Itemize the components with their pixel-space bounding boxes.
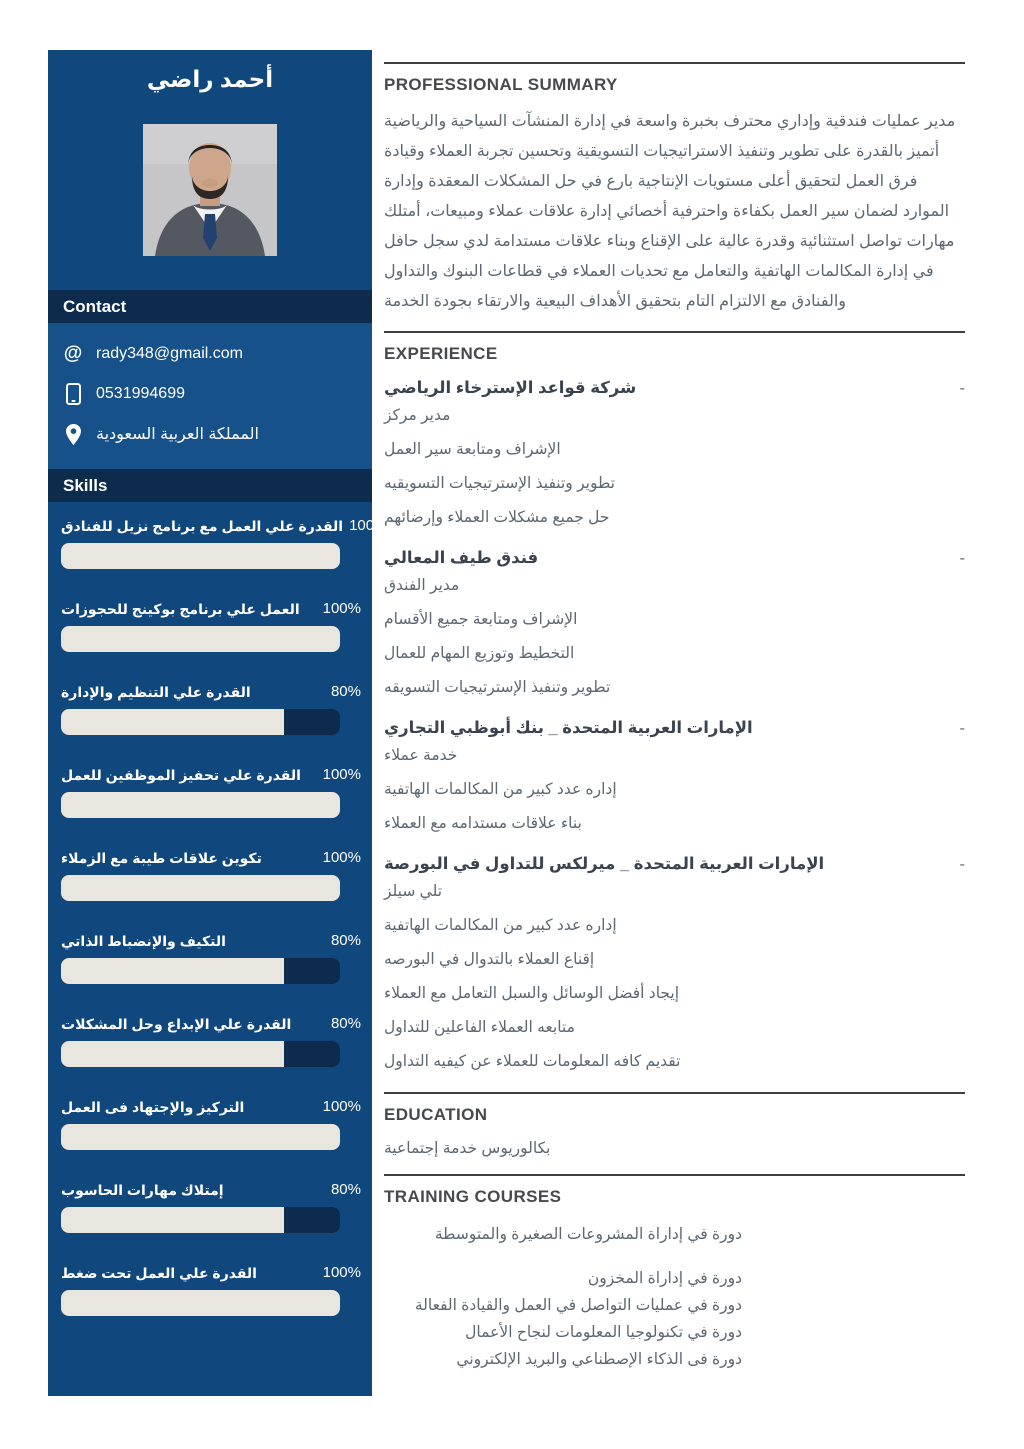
skill-progress-fill bbox=[61, 543, 340, 569]
skill-label: القدرة علي التنظيم والإدارة bbox=[61, 684, 251, 700]
entry-dash: - bbox=[959, 856, 965, 873]
skill-progress-fill bbox=[61, 626, 340, 652]
training-heading: TRAINING COURSES bbox=[384, 1187, 562, 1206]
company-name: الإمارات العربية المتحدة _ ميرلكس للتداول في البورصة bbox=[384, 855, 825, 873]
skill-percent: 80% bbox=[330, 932, 361, 949]
education-heading: EDUCATION bbox=[384, 1105, 488, 1124]
job-title: مدير الفندق bbox=[384, 577, 460, 594]
experience-point: بناء علاقات مستدامه مع العملاء bbox=[384, 815, 582, 832]
skill-progress-fill bbox=[61, 1041, 284, 1067]
skill-progress-bar bbox=[61, 1207, 340, 1233]
experience-entry bbox=[384, 378, 965, 528]
sidebar bbox=[48, 50, 388, 1396]
skill-percent: 100% bbox=[349, 517, 388, 534]
job-title: مدير مركز bbox=[384, 407, 451, 424]
company-name: الإمارات العربية المتحدة _ بنك أبوظبي التجاري bbox=[384, 719, 753, 737]
experience-entry bbox=[384, 718, 965, 834]
skill-percent: 100% bbox=[322, 1098, 361, 1115]
skill-percent: 80% bbox=[330, 1015, 361, 1032]
training-item: دورة في إداراة المخزون bbox=[587, 1270, 742, 1287]
skill-progress-fill bbox=[61, 1207, 284, 1233]
experience-entry bbox=[384, 854, 965, 1072]
section-divider bbox=[384, 331, 965, 333]
profile-photo bbox=[143, 124, 277, 256]
skill-label: العمل علي برنامج بوكينج للحجوزات bbox=[61, 601, 300, 617]
skill-percent: 100% bbox=[322, 766, 361, 783]
training-item: دورة فى الذكاء الإصطناعي والبريد الإلكتروني bbox=[456, 1351, 742, 1368]
skill-label: القدرة علي الإبداع وحل المشكلات bbox=[61, 1016, 292, 1032]
contact-section bbox=[48, 323, 372, 469]
skill-progress-fill bbox=[61, 875, 340, 901]
contact-email-row bbox=[48, 334, 372, 374]
contact-section-header: Contact bbox=[48, 290, 372, 323]
experience-point: تطوير وتنفيذ الإسترتيجيات التسويقه bbox=[384, 679, 611, 696]
experience-point: تطوير وتنفيذ الإسترتيجيات التسويقيه bbox=[384, 475, 615, 492]
skill-progress-fill bbox=[61, 1124, 340, 1150]
company-name: فندق طيف المعالي bbox=[384, 549, 539, 567]
skill-progress-bar bbox=[61, 1124, 340, 1150]
contact-phone-row bbox=[48, 374, 372, 414]
skill-label: القدرة علي العمل تحت ضغط bbox=[61, 1265, 257, 1281]
summary-text: مدير عمليات فندقية وإداري محترف بخبرة واسعة في إدارة المنشآت السياحية والرياضية أتميز بالقدرة على تطوير وتنفيذ الاستراتيجيات التسويقية وتحسين تجربة العملاء وقيادة فرق العمل لتحقيق أعلى مستويات الإنتاجية بارع في حل المشكلات المعقدة وإدارة الموارد لضمان سير العمل بكفاءة واحترفية أخصائي إدارة علاقات عملاء ومبيعات، أمتلك مهارات تواصل استثنائية وقدرة عالية على الإقناع وبناء علاقات مستدامة لدي سجل حافل في إدارة المكالمات الهاتفية والتعامل مع تحديات العملاء في قطاعات البنوك والتداول والفنادق مع الالتزام التام بتحقيق الأهداف البيعية والارتقاء بجودة الخدمة bbox=[384, 113, 956, 310]
education-degree: بكالوريوس خدمة إجتماعية bbox=[384, 1140, 551, 1157]
experience-point: الإشراف ومتابعة جميع الأقسام bbox=[384, 611, 578, 628]
skill-item bbox=[61, 765, 361, 818]
phone-icon bbox=[63, 383, 83, 405]
skill-progress-bar bbox=[61, 1290, 340, 1316]
location-pin-icon bbox=[63, 423, 83, 445]
experience-point: إيجاد أفضل الوسائل والسبل التعامل مع العملاء bbox=[384, 985, 680, 1002]
experience-point: التخطيط وتوزيع المهام للعمال bbox=[384, 645, 575, 662]
job-title: تلي سيلز bbox=[384, 883, 443, 900]
experience-point: حل جميع مشكلات العملاء وإرضائهم bbox=[384, 509, 610, 526]
skill-progress-bar bbox=[61, 875, 340, 901]
training-list bbox=[384, 1221, 742, 1373]
company-name: شركة قواعد الإسترخاء الرياضي bbox=[384, 379, 637, 397]
email-at-icon: @ bbox=[63, 343, 83, 364]
skill-label: القدرة علي تحفيز الموظفين للعمل bbox=[61, 767, 301, 783]
summary-heading: PROFESSIONAL SUMMARY bbox=[384, 75, 618, 94]
skill-item bbox=[61, 1180, 361, 1233]
skill-label: التكيف والإنضباط الذاتي bbox=[61, 933, 226, 949]
skill-progress-bar bbox=[61, 1041, 340, 1067]
experience-entry bbox=[384, 548, 965, 698]
skill-percent: 80% bbox=[330, 1181, 361, 1198]
skills-section-header: Skills bbox=[48, 469, 372, 502]
experience-point: متابعه العملاء الفاعلين للتداول bbox=[384, 1019, 575, 1036]
contact-location-row bbox=[48, 414, 372, 454]
candidate-name: أحمد راضي bbox=[146, 66, 274, 92]
entry-dash: - bbox=[959, 720, 965, 737]
skill-item bbox=[61, 931, 361, 984]
skill-progress-bar bbox=[61, 792, 340, 818]
skill-label: تكوين علاقات طيبة مع الزملاء bbox=[61, 850, 262, 866]
skill-progress-fill bbox=[61, 792, 340, 818]
skill-item bbox=[61, 1097, 361, 1150]
section-divider bbox=[384, 62, 965, 64]
experience-list bbox=[384, 378, 965, 1072]
experience-point: إقناع العملاء بالتدوال في البورصه bbox=[384, 951, 595, 968]
job-title: خدمة عملاء bbox=[384, 747, 458, 764]
skill-progress-fill bbox=[61, 958, 284, 984]
skill-percent: 80% bbox=[330, 683, 361, 700]
skill-label: القدرة علي العمل مع برنامج نزيل للفنادق bbox=[61, 518, 344, 534]
skill-percent: 100% bbox=[322, 600, 361, 617]
location-value: المملكة العربية السعودية bbox=[96, 426, 259, 443]
skill-progress-fill bbox=[61, 709, 284, 735]
skill-label: إمتلاك مهارات الحاسوب bbox=[61, 1182, 224, 1198]
experience-point: تقديم كافه المعلومات للعملاء عن كيفيه التداول bbox=[384, 1053, 681, 1070]
experience-point: إداره عدد كبير من المكالمات الهاتفية bbox=[384, 781, 617, 798]
skill-item bbox=[61, 599, 361, 652]
training-item: دورة في عمليات التواصل في العمل والقيادة الفعالة bbox=[414, 1297, 742, 1314]
training-item: دورة في إداراة المشروعات الصغيرة والمتوسطة bbox=[434, 1226, 742, 1243]
section-divider bbox=[384, 1092, 965, 1094]
experience-point: إداره عدد كبير من المكالمات الهاتفية bbox=[384, 917, 617, 934]
main-column bbox=[384, 0, 965, 1373]
email-value: rady348@gmail.com bbox=[96, 345, 243, 362]
phone-value: 0531994699 bbox=[96, 385, 185, 402]
skill-progress-fill bbox=[61, 1290, 340, 1316]
skill-item bbox=[61, 516, 388, 569]
skill-item bbox=[61, 1263, 361, 1316]
skill-percent: 100% bbox=[322, 849, 361, 866]
skill-progress-bar bbox=[61, 626, 340, 652]
skill-progress-bar bbox=[61, 958, 340, 984]
section-divider bbox=[384, 1174, 965, 1176]
skill-label: التركيز والإجتهاد فى العمل bbox=[61, 1099, 245, 1115]
skill-progress-bar bbox=[61, 709, 340, 735]
skills-list bbox=[48, 502, 388, 1316]
training-item: دورة في تكنولوجيا المعلومات لنجاح الأعمال bbox=[465, 1324, 742, 1341]
skill-item bbox=[61, 1014, 361, 1067]
skill-percent: 100% bbox=[322, 1264, 361, 1281]
skill-item bbox=[61, 682, 361, 735]
skill-item bbox=[61, 848, 361, 901]
entry-dash: - bbox=[959, 380, 965, 397]
entry-dash: - bbox=[959, 550, 965, 567]
experience-point: الإشراف ومتابعة سير العمل bbox=[384, 441, 561, 458]
skill-progress-bar bbox=[61, 543, 340, 569]
experience-heading: EXPERIENCE bbox=[384, 344, 498, 363]
